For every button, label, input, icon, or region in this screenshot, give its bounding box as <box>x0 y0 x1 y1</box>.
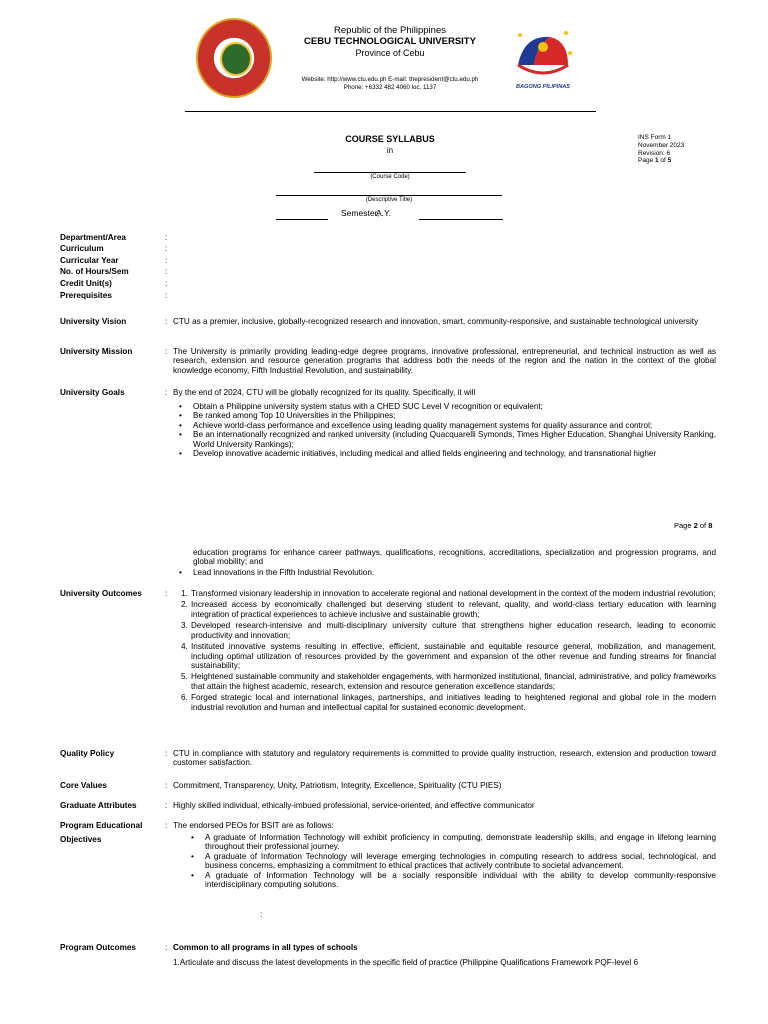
field-colon: : <box>165 781 168 790</box>
bagong-pilipinas-text: BAGONG PILIPINAS <box>515 84 571 90</box>
page-number: Page 2 of 8 <box>674 521 713 530</box>
republic-text: Republic of the Philippines <box>334 25 446 36</box>
semester-text: Semester, <box>341 208 380 218</box>
list-item: • A graduate of Information Technology will be a socially responsible individual with the ability to develop community-responsive interdisciplinary computing solutions. <box>185 871 716 890</box>
outcomes-list <box>173 589 716 714</box>
list-item: • Develop innovative academic initiatives, including medical and allied fields engineering and technology, and transnational higher <box>173 449 716 458</box>
field-colon: : <box>165 388 168 397</box>
field-colon: : <box>165 589 168 598</box>
core-values-label: Core Values <box>60 781 107 790</box>
goals-intro: By the end of 2024, CTU will be globally recognized for its quality. Specifically, it will <box>173 388 476 397</box>
quality-policy-label: Quality Policy <box>60 749 115 758</box>
descriptive-title-line <box>276 195 502 196</box>
field-label-department: Department/Area <box>60 233 126 242</box>
stray-colon: : <box>260 910 263 919</box>
field-colon: : <box>165 749 168 758</box>
ctu-seal-logo <box>196 18 272 98</box>
peo-list <box>185 833 716 890</box>
mission-label: University Mission <box>60 347 133 356</box>
field-colon: : <box>165 279 168 288</box>
vision-text: CTU as a premier, inclusive, globally-recognized research and innovation, smart, community-responsive, and sustainable technological university <box>173 317 699 326</box>
seal-emblem-icon <box>220 42 252 76</box>
list-item: • Achieve world-class performance and excellence using leading quality management systems for quality assurance and control; <box>173 421 716 430</box>
university-name: CEBU TECHNOLOGICAL UNIVERSITY <box>304 36 476 47</box>
goals-continued: education programs for enhance career pathways, qualifications, recognitions, accreditations, specialization and progression programs, and global mobility; and <box>193 548 716 567</box>
list-item: • Obtain a Philippine university system status with a CHED SUC Level V recognition or equivalent; <box>173 402 716 411</box>
peo-intro: The endorsed PEOs for BSIT are as follows: <box>173 821 334 830</box>
form-revision: Revision: 6 <box>638 149 671 157</box>
semester-line <box>276 219 328 220</box>
syllabus-title: COURSE SYLLABUS <box>345 134 435 144</box>
website-email: Website: http://www.ctu.edu.ph E-mail: thepresident@ctu.edu.ph <box>301 76 479 83</box>
field-colon: : <box>165 821 168 830</box>
list-item: 5. Heightened sustainable community and stakeholder engagements, with harmonized institutional, financial, administrative, and policy frameworks that attain the highest academic, research, extension and resource generation excellence standards; <box>181 672 716 691</box>
field-colon: : <box>165 943 168 952</box>
mission-text: The University is primarily providing leading-edge degree programs, innovative professional, entrepreneurial, and technical instruction as well as research, extension and resource generation programs that address both the needs of the region and the nation in the context of the global knowledge economy, Fifth Industrial Revolution, and sustainability. <box>173 347 716 375</box>
descriptive-title-caption: (Descriptive Title) <box>365 197 413 203</box>
field-label-curriculum: Curriculum <box>60 244 104 253</box>
field-colon: : <box>165 244 168 253</box>
goals-list <box>173 402 716 459</box>
ay-text: A.Y. <box>376 208 391 218</box>
outcomes-label: University Outcomes <box>60 589 142 598</box>
list-item: • A graduate of Information Technology will leverage emerging technologies in computing research to address social, technological, and business concerns, emphasizing a commitment to ethical practices that actively contribute to societal advancement. <box>185 852 716 871</box>
bagong-pilipinas-logo <box>510 25 576 91</box>
graduate-attributes-text: Highly skilled individual, ethically-imbued professional, service-oriented, and effective communicator <box>173 801 535 810</box>
course-code-caption: (Course Code) <box>370 174 410 180</box>
in-text: in <box>386 146 394 155</box>
vision-label: University Vision <box>60 317 127 326</box>
field-colon: : <box>165 291 168 300</box>
program-outcome-1: 1.Articulate and discuss the latest developments in the specific field of practice (Philippine Qualifications Framework PQF-level 6 <box>173 958 639 967</box>
field-colon: : <box>165 801 168 810</box>
program-outcomes-label: Program Outcomes <box>60 943 136 952</box>
field-colon: : <box>165 256 168 265</box>
phone-text: Phone: +6332 482 4060 loc. 1137 <box>343 84 437 91</box>
program-outcomes-heading: Common to all programs in all types of schools <box>173 943 358 952</box>
list-item: 6. Forged strategic local and international linkages, partnerships, and initiatives leading to heightened regional and global role in the modern industrial revolution and human and intellectual capital for sustained economic development. <box>181 693 716 712</box>
peo-label-2: Objectives <box>60 835 102 844</box>
field-colon: : <box>165 317 168 326</box>
field-label-hours: No. of Hours/Sem <box>60 267 129 276</box>
graduate-attributes-label: Graduate Attributes <box>60 801 137 810</box>
ay-line <box>419 219 503 220</box>
list-item: • A graduate of Information Technology will exhibit proficiency in computing, demonstrate leadership skills, and engage in lifelong learning throughout their professional journey. <box>185 833 716 852</box>
form-date: November 2023 <box>638 141 685 149</box>
field-colon: : <box>165 233 168 242</box>
field-label-curricular-year: Curricular Year <box>60 256 119 265</box>
form-number: INS Form 1 <box>638 134 672 141</box>
field-label-credit-units: Credit Unit(s) <box>60 279 112 288</box>
list-item: • Lead innovations in the Fifth Industrial Revolution. <box>173 568 716 577</box>
list-item: • Be ranked among Top 10 Universities in the Philippines; <box>173 411 716 420</box>
field-label-prerequisites: Prerequisites <box>60 291 112 300</box>
course-code-line <box>314 172 466 173</box>
province-text: Province of Cebu <box>355 48 425 58</box>
goals-list-continued <box>173 568 716 577</box>
list-item: 4. Instituted innovative systems resulting in effective, efficient, sustainable and equitable resource general, mobilization, and management, including optimal utilization of resources provided by the government and expansion of the other revenue and funding streams for financial sustainability; <box>181 642 716 670</box>
quality-policy-text: CTU in compliance with statutory and regulatory requirements is committed to provide quality instruction, research, extension and production toward customer satisfaction. <box>173 749 716 768</box>
form-info <box>638 134 684 165</box>
peo-label: Program Educational <box>60 821 143 830</box>
form-page: Page 1 of 5 <box>638 157 672 165</box>
core-values-text: Commitment, Transparency, Unity, Patriotism, Integrity, Excellence, Spirituality (CTU PIES) <box>173 781 502 790</box>
list-item: 1. Transformed visionary leadership in innovation to accelerate regional and national development in the context of the modern industrial revolution; <box>181 589 716 598</box>
goals-label: University Goals <box>60 388 125 397</box>
list-item: • Be an internationally recognized and ranked university (including Quacquarelli Symonds, Times Higher Education, Shanghai University Ranking, World University Rankings); <box>173 430 716 449</box>
list-item: 3. Developed research-intensive and multi-disciplinary university culture that strengthens higher education research, leading to economic productivity and innovation; <box>181 621 716 640</box>
field-colon: : <box>165 347 168 356</box>
field-colon: : <box>165 267 168 276</box>
list-item: 2. Increased access by economically challenged but deserving student to relevant, quality, and world-class tertiary education with learning integration of practical experiences to achieve inclusive and sustainable growth; <box>181 600 716 619</box>
header-rule <box>185 111 596 112</box>
